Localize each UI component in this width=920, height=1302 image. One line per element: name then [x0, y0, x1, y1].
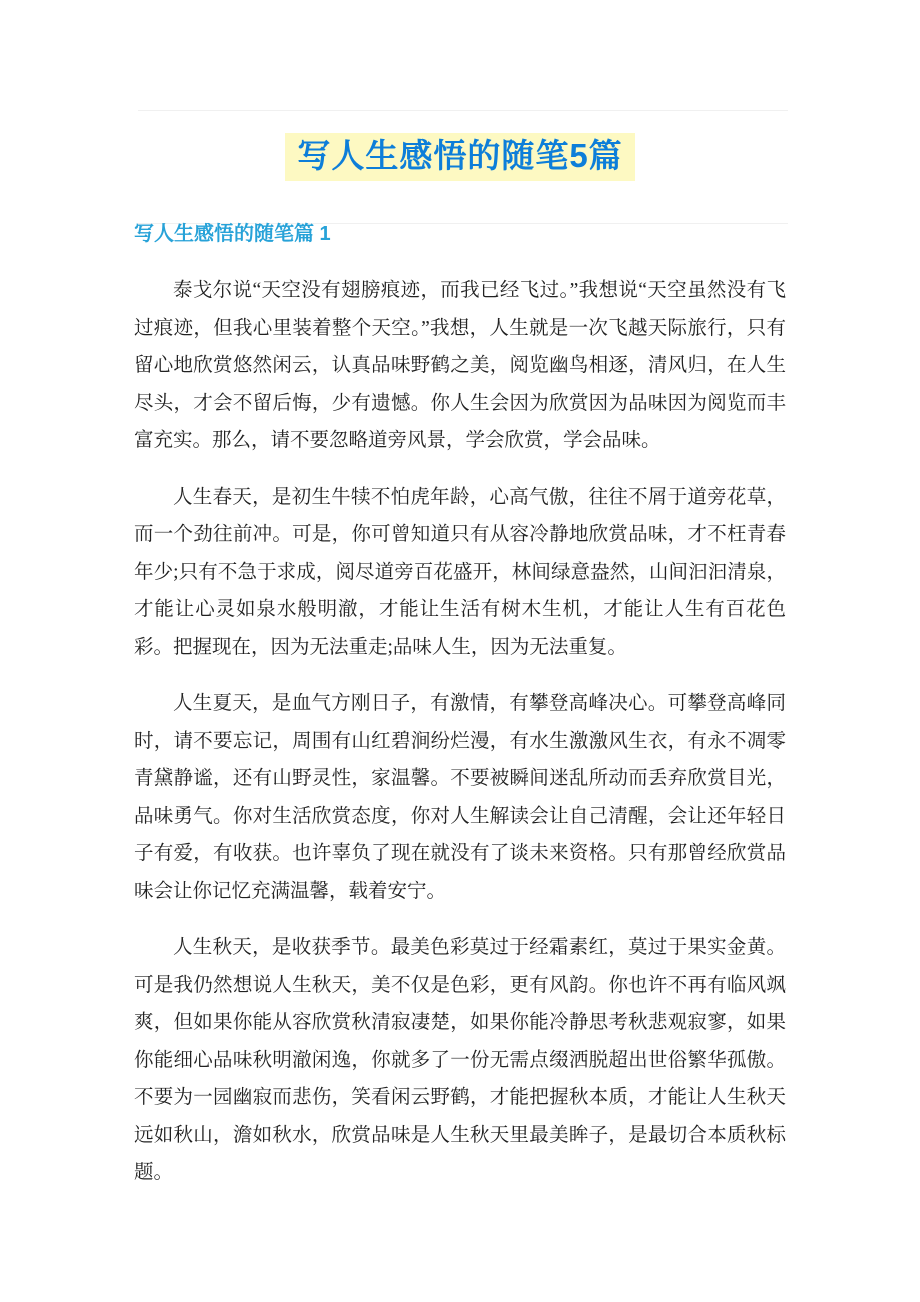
- paragraph: 泰戈尔说“天空没有翅膀痕迹，而我已经飞过。”我想说“天空虽然没有飞过痕迹，但我心里装着整个天空。”我想，人生就是一次飞越天际旅行，只有留心地欣赏悠然闲云，认真品味野鹤之美，阅览幽鸟相逐，清风归，在人生尽头，才会不留后悔，少有遗憾。你人生会因为欣赏因为品味因为阅览而丰富充实。那么，请不要忽略道旁风景，学会欣赏，学会品味。: [134, 280, 786, 451]
- document-title: 写人生感悟的随笔5篇: [285, 133, 634, 181]
- section-heading: 写人生感悟的随笔篇 1: [134, 223, 331, 245]
- paragraph: 人生春天，是初生牛犊不怕虎年龄，心高气傲，往往不屑于道旁花草，而一个劲往前冲。可是，你可曾知道只有从容冷静地欣赏品味，才不枉青春年少;只有不急于求成，阅尽道旁百花盛开，林间绿意盎然，山间汩汩清泉，才能让心灵如泉水般明澈，才能让生活有树木生机，才能让人生有百花色彩。把握现在，因为无法重走;品味人生，因为无法重复。: [134, 486, 786, 658]
- paragraph: 人生秋天，是收获季节。最美色彩莫过于经霜素红，莫过于果实金黄。可是我仍然想说人生秋天，美不仅是色彩，更有风韵。你也许不再有临风飒爽，但如果你能从容欣赏秋清寂凄楚，如果你能冷静思考秋悲观寂寥，如果你能细心品味秋明澈闲逸，你就多了一份无需点缀洒脱超出世俗繁华孤傲。不要为一园幽寂而悲伤，笑看闲云野鹤，才能把握秋本质，才能让人生秋天远如秋山，澹如秋水，欣赏品味是人生秋天里最美眸子，是最切合本质秋标题。: [134, 937, 786, 1183]
- faint-divider-top: [138, 110, 788, 111]
- document-title-row: [0, 133, 920, 181]
- paragraph: 人生夏天，是血气方刚日子，有激情，有攀登高峰决心。可攀登高峰同时，请不要忘记，周围有山红碧涧纷烂漫，有水生激激风生衣，有永不凋零青黛静谧，还有山野灵性，家温馨。不要被瞬间迷乱所动而丢弃欣赏目光，品味勇气。你对生活欣赏态度，你对人生解读会让自己清醒，会让还年轻日子有爱，有收获。也许辜负了现在就没有了谈未来资格。只有那曾经欣赏品味会让你记忆充满温馨，载着安宁。: [134, 693, 786, 902]
- document-body: [134, 272, 786, 1211]
